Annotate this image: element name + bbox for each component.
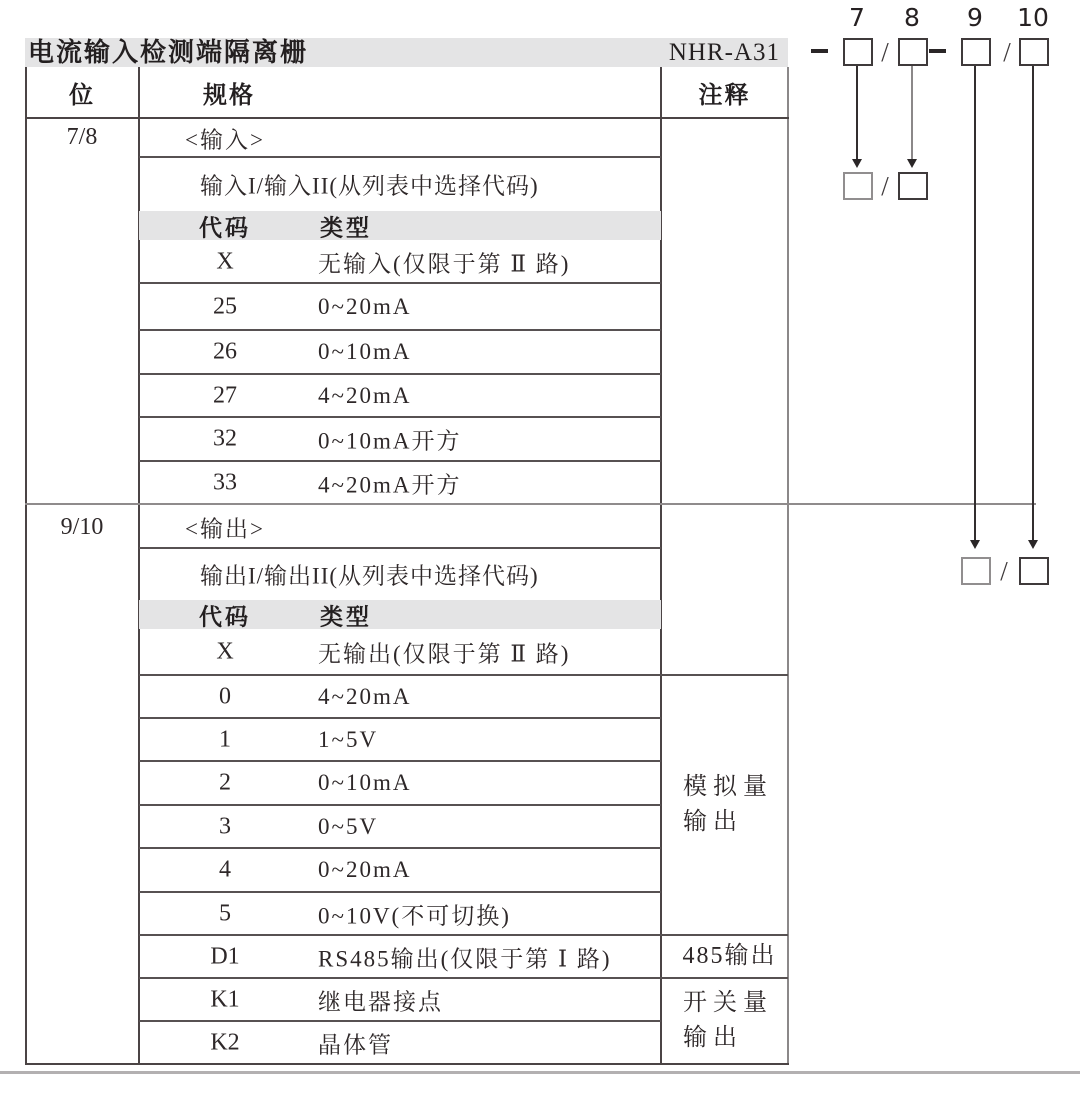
type-cell: RS485输出(仅限于第 Ⅰ 路) — [318, 946, 612, 971]
type-cell: 晶体管 — [318, 1032, 393, 1057]
table-row — [139, 629, 661, 675]
table-row — [139, 374, 661, 417]
output-group-row — [139, 506, 661, 548]
slash-separator: / — [881, 37, 889, 67]
input-group-label: <输入> — [185, 127, 265, 152]
type-cell: 4~20mA — [318, 382, 412, 408]
code-cell: 27 — [213, 382, 237, 408]
note-analog-output — [661, 675, 788, 934]
output-desc: 输出I/输出II(从列表中选择代码) — [200, 563, 539, 589]
table-row — [139, 1021, 661, 1064]
code-cell: K1 — [210, 986, 240, 1012]
output-desc-row — [139, 548, 661, 600]
digit-label-10: 10 — [1017, 3, 1049, 32]
code-box-9 — [961, 38, 991, 66]
arrow-line-9 — [974, 66, 976, 540]
table-row — [139, 761, 661, 805]
page-bottom-rule — [0, 1071, 1080, 1074]
code-box-7 — [843, 38, 873, 66]
note-analog-line1: 模拟量 — [683, 773, 773, 800]
table-row — [139, 283, 661, 330]
arrow-head-8 — [907, 159, 917, 168]
type-cell: 0~10V(不可切换) — [318, 903, 511, 928]
type-cell: 0~20mA — [318, 293, 412, 319]
table-row — [139, 935, 661, 978]
input-type-header: 类型 — [320, 215, 372, 240]
type-cell: 1~5V — [318, 726, 379, 752]
table-row — [139, 675, 661, 718]
col-header-note: 注释 — [698, 83, 751, 109]
type-cell: 0~10mA — [318, 339, 412, 364]
output-list-header — [139, 600, 661, 629]
arrow-head-7 — [852, 159, 862, 168]
table-row — [139, 978, 661, 1021]
col-header-spec: 规格 — [203, 83, 255, 109]
code-cell: K2 — [210, 1029, 240, 1055]
code-cell: 1 — [219, 726, 231, 752]
type-cell: 0~10mA开方 — [318, 428, 462, 454]
type-cell: 继电器接点 — [318, 989, 443, 1014]
type-cell: 0~5V — [318, 813, 379, 839]
output-code-box-10 — [1019, 557, 1049, 585]
table-border-left — [25, 67, 27, 1064]
input-desc-row — [139, 157, 661, 211]
type-cell: 0~10mA — [318, 770, 412, 795]
code-cell: X — [216, 638, 234, 665]
dash-separator — [929, 49, 946, 53]
arrow-line-8 — [911, 66, 913, 159]
slash-separator: / — [881, 171, 889, 201]
type-cell: 0~20mA — [318, 857, 412, 882]
code-cell: 26 — [213, 338, 237, 365]
slash-separator: / — [1003, 37, 1011, 67]
code-cell: D1 — [210, 943, 240, 969]
code-box-10 — [1019, 38, 1049, 66]
arrow-line-7 — [856, 66, 858, 159]
position-cell-78: 7/8 — [66, 124, 98, 150]
table-row — [139, 461, 661, 504]
table-row — [139, 417, 661, 461]
digit-label-7: 7 — [849, 3, 865, 32]
code-box-8 — [898, 38, 928, 66]
input-group-row — [139, 118, 661, 157]
digit-label-8: 8 — [904, 3, 920, 32]
digit-label-9: 9 — [967, 3, 983, 32]
table-row — [139, 805, 661, 848]
arrow-line-10 — [1032, 66, 1034, 540]
table-row — [139, 240, 661, 283]
type-cell: 4~20mA — [318, 683, 412, 709]
input-code-box-7 — [843, 172, 873, 200]
slash-separator: / — [1000, 556, 1008, 586]
section-title: 电流输入检测端隔离栅 — [28, 38, 309, 67]
type-cell: 无输出(仅限于第 Ⅱ 路) — [318, 641, 571, 667]
arrow-head-10 — [1028, 540, 1038, 549]
arrow-head-9 — [970, 540, 980, 549]
input-code-header: 代码 — [199, 215, 251, 240]
table-row — [139, 848, 661, 892]
table-row — [139, 892, 661, 935]
input-desc: 输入I/输入II(从列表中选择代码) — [200, 173, 539, 199]
code-cell: 5 — [219, 900, 231, 926]
note-analog-line2: 输出 — [683, 808, 743, 835]
output-code-header: 代码 — [199, 604, 251, 629]
type-cell: 无输入(仅限于第 Ⅱ 路) — [318, 251, 571, 276]
section-title-bar — [25, 38, 788, 67]
model-number: NHR-A31 — [668, 39, 780, 66]
code-cell: 25 — [213, 293, 237, 319]
table-row — [139, 330, 661, 374]
col-header-position: 位 — [69, 83, 95, 109]
code-cell: 32 — [213, 425, 237, 452]
table-row — [139, 718, 661, 761]
code-cell: 3 — [219, 813, 231, 839]
input-code-box-8 — [898, 172, 928, 200]
note-485-output — [661, 935, 788, 977]
code-cell: X — [216, 248, 234, 274]
output-type-header: 类型 — [320, 604, 372, 629]
note-switch-output — [661, 978, 788, 1063]
code-cell: 0 — [219, 683, 231, 709]
code-cell: 4 — [219, 856, 231, 883]
input-list-header — [139, 211, 661, 240]
note-switch-line1: 开关量 — [683, 989, 773, 1016]
dash-separator — [811, 49, 828, 53]
note-switch-line2: 输出 — [683, 1024, 743, 1051]
output-group-label: <输出> — [185, 516, 265, 542]
code-cell: 33 — [213, 469, 237, 495]
position-cell-910: 9/10 — [60, 513, 104, 540]
note-485-text: 485输出 — [682, 942, 777, 969]
type-cell: 4~20mA开方 — [318, 472, 462, 497]
code-cell: 2 — [219, 769, 231, 796]
output-code-box-9 — [961, 557, 991, 585]
